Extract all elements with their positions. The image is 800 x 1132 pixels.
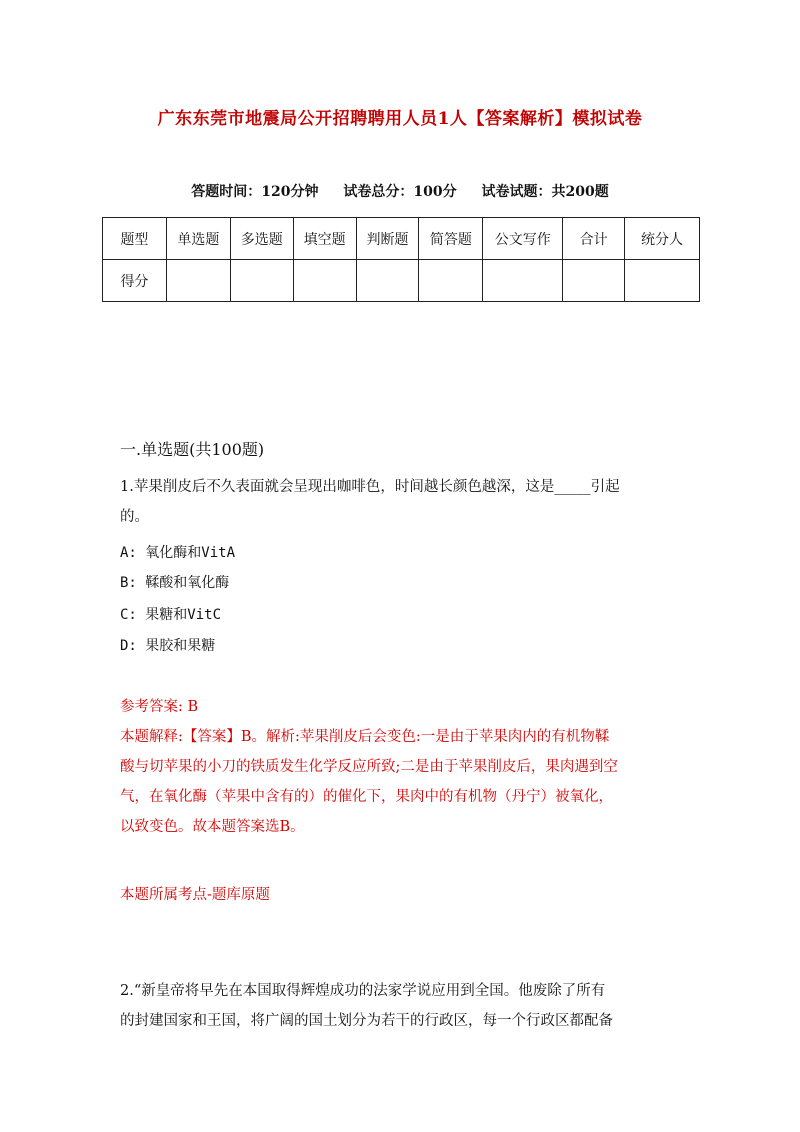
question-1-source: 本题所属考点-题库原题 — [120, 887, 270, 903]
score-cell — [166, 260, 230, 302]
explanation-line: 酸与切苹果的小刀的铁质发生化学反应所致;二是由于苹果削皮后，果肉遇到空 — [120, 759, 618, 775]
score-table — [102, 217, 700, 302]
question-1-option-b: B: 鞣酸和氧化酶 — [120, 575, 230, 591]
question-1-line: 1.苹果削皮后不久表面就会呈现出咖啡色，时间越长颜色越深，这是_____引起 — [120, 479, 620, 495]
score-cell — [293, 260, 356, 302]
header-cell: 填空题 — [293, 218, 356, 260]
score-table-score-row — [103, 260, 700, 302]
exam-time: 答题时间：120分钟 — [191, 184, 319, 200]
header-cell: 统分人 — [625, 218, 700, 260]
score-row-label: 得分 — [103, 260, 167, 302]
question-1-line: 的。 — [120, 509, 149, 525]
score-cell — [356, 260, 419, 302]
header-cell: 题型 — [103, 218, 167, 260]
header-cell: 合计 — [563, 218, 625, 260]
score-cell — [230, 260, 293, 302]
question-1-option-d: D: 果胶和果糖 — [120, 638, 216, 654]
score-cell — [625, 260, 700, 302]
explanation-line: 本题解释:【答案】B。解析:苹果削皮后会变色:一是由于苹果肉内的有机物鞣 — [120, 729, 610, 745]
explanation-line: 气，在氧化酶（苹果中含有的）的催化下，果肉中的有机物（丹宁）被氧化， — [120, 789, 613, 805]
explanation-line: 以致变色。故本题答案选B。 — [120, 819, 305, 835]
score-cell — [563, 260, 625, 302]
header-cell: 单选题 — [166, 218, 230, 260]
header-cell: 多选题 — [230, 218, 293, 260]
question-1-option-a: A: 氧化酶和VitA — [120, 545, 236, 561]
question-1-option-c: C: 果糖和VitC — [120, 607, 222, 623]
question-1-explanation — [120, 722, 690, 842]
header-cell: 公文写作 — [483, 218, 563, 260]
header-cell: 判断题 — [356, 218, 419, 260]
exam-info — [0, 181, 800, 201]
exam-total-score: 试卷总分：100分 — [343, 184, 457, 200]
header-cell: 简答题 — [419, 218, 483, 260]
question-2-line: 的封建国家和王国，将广阔的国土划分为若干的行政区，每一个行政区都配备 — [120, 1013, 613, 1029]
exam-question-count: 试卷试题：共200题 — [481, 184, 609, 200]
score-cell — [419, 260, 483, 302]
section-heading: 一.单选题(共100题) — [120, 440, 265, 459]
question-2-line: 2.“新皇帝将早先在本国取得辉煌成功的法家学说应用到全国。他废除了所有 — [120, 983, 606, 999]
score-table-header-row — [103, 218, 700, 260]
question-1-stem — [120, 472, 690, 532]
question-1-answer: 参考答案: B — [120, 699, 199, 715]
question-2-stem — [120, 976, 690, 1036]
document-title: 广东东莞市地震局公开招聘聘用人员1人【答案解析】模拟试卷 — [157, 109, 643, 129]
score-cell — [483, 260, 563, 302]
